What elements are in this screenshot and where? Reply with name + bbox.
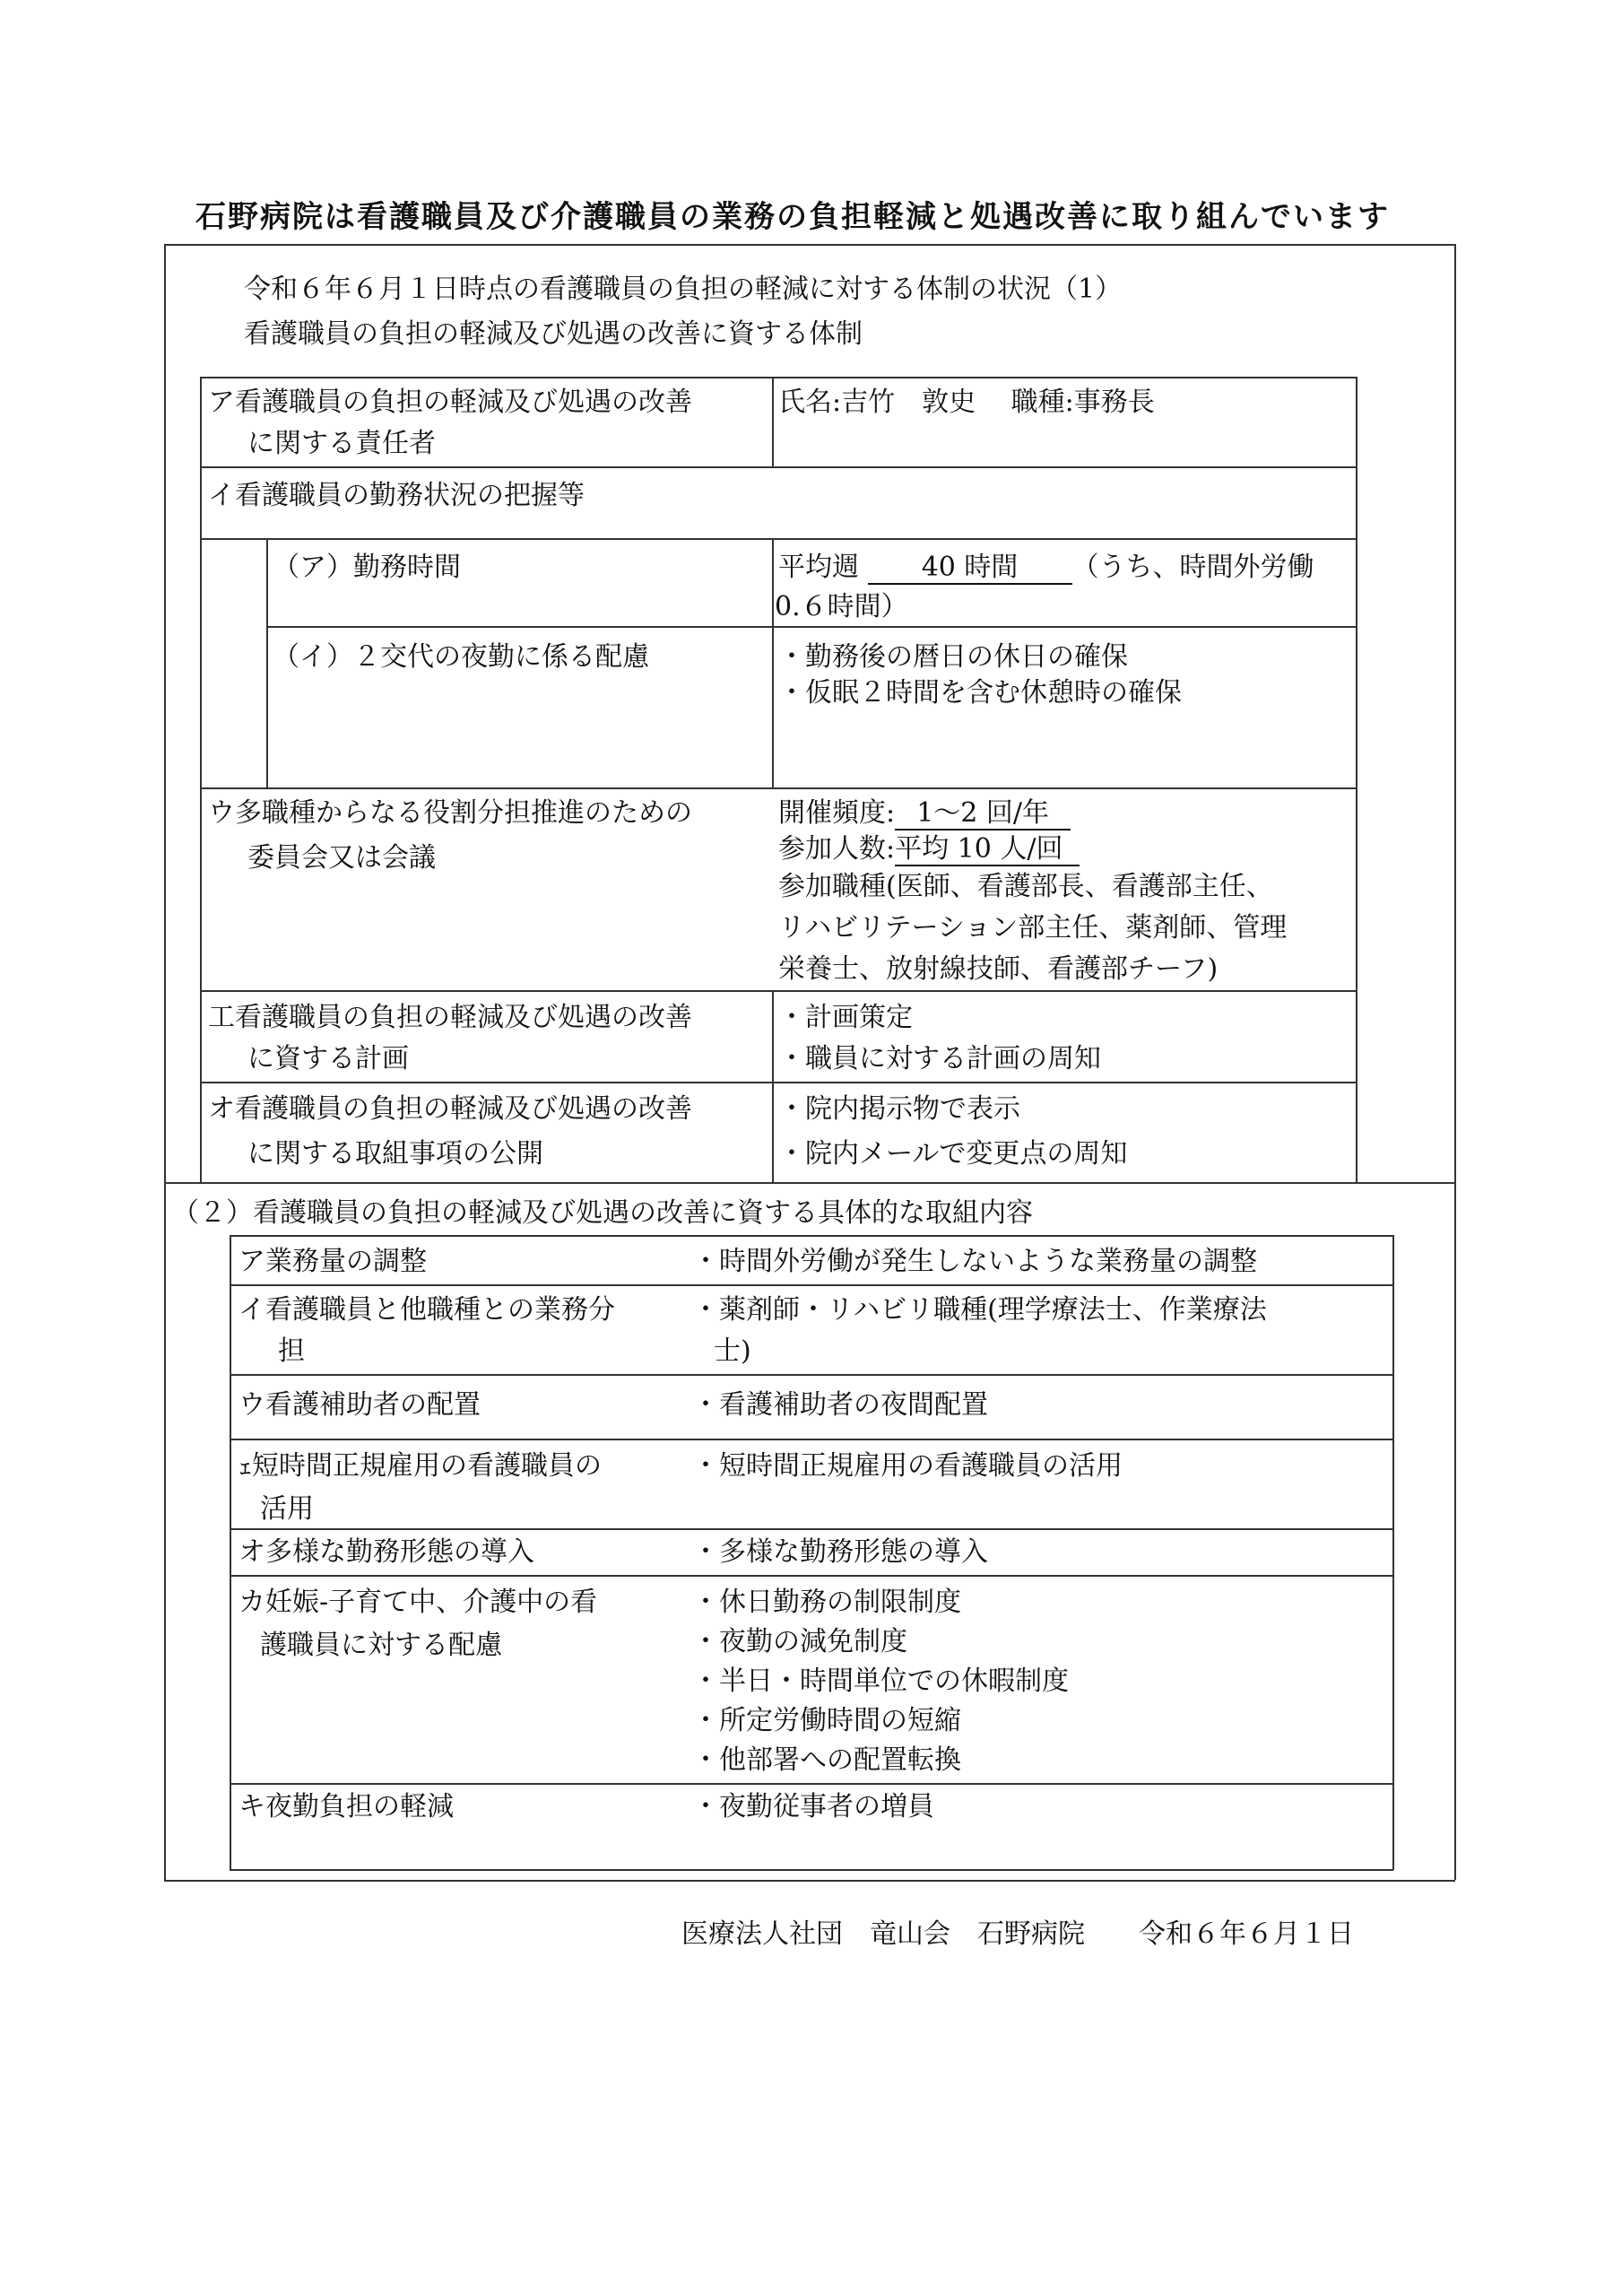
s2-row-5-bottom	[230, 1575, 1393, 1577]
s2-row-7-item-1: ・夜勤従事者の増員	[692, 1791, 934, 1822]
s1-work-hours-line1	[778, 547, 1314, 588]
s1-e-label-line1: 工看護職員の負担の軽減及び処遇の改善	[208, 1002, 692, 1033]
s2-heading: （２）看護職員の負担の軽減及び処遇の改善に資する具体的な取組内容	[172, 1197, 1033, 1229]
s2-row-6-label-line1: カ妊娠-子育て中、介護中の看	[239, 1587, 598, 1618]
s1-table-right	[1356, 377, 1357, 1182]
s2-row-5-label: オ多様な勤務形態の導入	[239, 1536, 534, 1568]
s1-o-label-line1: オ看護職員の負担の軽減及び処遇の改善	[208, 1093, 692, 1125]
s2-table-right	[1392, 1235, 1394, 1870]
s1-row-e-bottom	[200, 1082, 1357, 1083]
work-hours-value: 40 時間	[868, 552, 1072, 585]
s1-row-i-header-bottom	[200, 538, 1357, 540]
s2-row-2-bottom	[230, 1374, 1393, 1376]
s1-row-i-bottom	[200, 787, 1357, 789]
s2-table-bottom	[230, 1869, 1393, 1871]
s1-e-divider	[772, 990, 774, 1182]
s1-table-left	[200, 377, 202, 1182]
s1-a-divider	[772, 377, 774, 466]
page-title: 石野病院は看護職員及び介護職員の業務の負担軽減と処遇改善に取り組んでいます	[195, 199, 1390, 235]
s2-row-6-label-line2: 護職員に対する配慮	[260, 1630, 502, 1661]
s1-heading-line2: 看護職員の負担の軽減及び処遇の改善に資する体制	[244, 318, 863, 350]
s2-row-1-bottom	[230, 1284, 1393, 1286]
s1-row-a-bottom	[200, 466, 1357, 468]
s2-row-4-label-line2: 活用	[260, 1493, 314, 1525]
s2-row-7-label: キ夜勤負担の軽減	[239, 1791, 454, 1822]
s1-i-inner-left	[266, 538, 268, 787]
s1-e-item-1: ・計画策定	[778, 1002, 913, 1033]
s1-night-shift-label: （イ）２交代の夜勤に係る配慮	[273, 641, 649, 673]
s2-row-2-label-line2: 担	[278, 1335, 305, 1367]
s1-i-label: イ看護職員の勤務状況の把握等	[208, 480, 585, 511]
s1-u-roles-line1: 参加職種(医師、看護部長、看護部主任、	[778, 871, 1273, 902]
work-hours-suffix: （うち、時間外労働	[1071, 552, 1314, 583]
s2-row-1-label: ア業務量の調整	[239, 1246, 427, 1277]
s2-row-5-item-1: ・多様な勤務形態の導入	[692, 1536, 988, 1568]
s1-o-label-line2: に関する取組事項の公開	[247, 1138, 543, 1170]
s1-a-label-line2: に関する責任者	[247, 428, 436, 459]
section-separator	[164, 1182, 1455, 1184]
s2-row-6-item-5: ・他部署への配置転換	[692, 1744, 961, 1776]
outer-bottom-border	[164, 1880, 1455, 1882]
s2-row-2-item-line2: 士)	[714, 1335, 751, 1367]
s2-row-3-label: ウ看護補助者の配置	[239, 1389, 481, 1421]
s1-i-inner-divider	[772, 538, 774, 787]
s2-table-left	[230, 1235, 231, 1870]
s1-u-label-line1: ウ多職種からなる役割分担推進のための	[208, 797, 692, 829]
s2-row-2-item-line1: ・薬剤師・リハビリ職種(理学療法士、作業療法	[692, 1294, 1267, 1326]
s2-row-6-item-1: ・休日勤務の制限制度	[692, 1587, 961, 1618]
s2-row-3-bottom	[230, 1439, 1393, 1440]
s2-row-4-item-1: ・短時間正規雇用の看護職員の活用	[692, 1450, 1123, 1482]
s1-e-label-line2: に資する計画	[247, 1043, 409, 1074]
s1-night-shift-item-1: ・勤務後の暦日の休日の確保	[778, 641, 1128, 673]
s1-u-roles-line3: 栄養士、放射線技師、看護部チーフ)	[778, 953, 1219, 985]
outer-top-border	[164, 244, 1455, 246]
s1-u-label-line2: 委員会又は会議	[247, 842, 436, 874]
s1-work-hours-label: （ア）勤務時間	[273, 552, 461, 583]
freq-label: 開催頻度:	[778, 797, 896, 829]
s2-row-6-item-3: ・半日・時間単位での休暇制度	[692, 1665, 1069, 1697]
outer-right-border	[1454, 244, 1456, 1880]
s1-u-people	[778, 829, 1080, 870]
outer-left-border	[164, 244, 166, 1880]
s1-night-shift-item-2: ・仮眠２時間を含む休憩時の確保	[778, 677, 1182, 709]
s1-u-roles-line2: リハビリテーション部主任、薬剤師、管理	[778, 912, 1288, 944]
s1-o-item-2: ・院内メールで変更点の周知	[778, 1138, 1128, 1170]
s1-a-label-line1: ア看護職員の負担の軽減及び処遇の改善	[208, 387, 692, 418]
s1-work-hours-line2: 0.６時間）	[775, 591, 908, 622]
s2-row-1-item-1: ・時間外労働が発生しないような業務量の調整	[692, 1246, 1257, 1277]
work-hours-prefix: 平均週	[778, 552, 859, 583]
s1-table-top	[200, 377, 1357, 378]
people-label: 参加人数:	[778, 833, 896, 865]
s2-row-4-label-line1: ｪ短時間正規雇用の看護職員の	[239, 1450, 602, 1482]
s2-row-6-bottom	[230, 1783, 1393, 1785]
s1-heading-line1: 令和６年６月１日時点の看護職員の負担の軽減に対する体制の状況（1）	[244, 274, 1123, 305]
people-value: 平均 10 人/回	[895, 834, 1080, 866]
s1-o-item-1: ・院内掲示物で表示	[778, 1093, 1020, 1125]
s2-row-6-item-2: ・夜勤の減免制度	[692, 1626, 907, 1657]
freq-value: 1〜2 回/年	[895, 798, 1071, 831]
s2-row-3-item-1: ・看護補助者の夜間配置	[692, 1389, 988, 1421]
s1-row-u-bottom	[200, 990, 1357, 992]
footer-signature: 医療法人社団 竜山会 石野病院 令和６年６月１日	[681, 1918, 1354, 1950]
s2-row-6-item-4: ・所定労働時間の短縮	[692, 1705, 961, 1736]
s1-e-item-2: ・職員に対する計画の周知	[778, 1043, 1101, 1074]
s2-row-2-label-line1: イ看護職員と他職種との業務分	[239, 1294, 615, 1326]
s1-a-value: 氏名:吉竹 敦史 職種:事務長	[778, 387, 1155, 418]
s2-table-top	[230, 1235, 1393, 1237]
s2-row-4-bottom	[230, 1528, 1393, 1530]
